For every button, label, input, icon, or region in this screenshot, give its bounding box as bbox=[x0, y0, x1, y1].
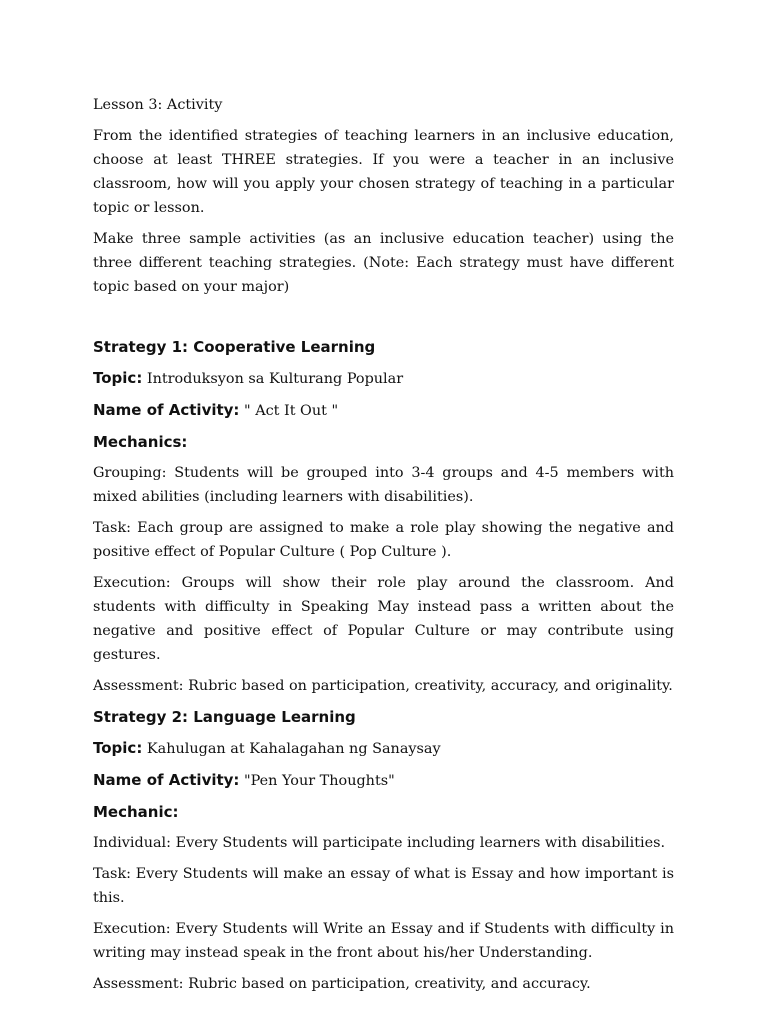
activity-label: Name of Activity: bbox=[93, 771, 240, 789]
strategy-2-assessment: Assessment: Rubric based on participation, creativity, and accuracy. bbox=[93, 976, 591, 992]
strategy-1-task: Task: Each group are assigned to make a role play showing the negative and positive effect of Popular Culture ( Pop Culture ). bbox=[93, 520, 674, 560]
strategy-2-execution: Execution: Every Students will Write an Essay and if Students with difficulty in writing may instead speak in the front about his/her Understanding. bbox=[93, 921, 674, 961]
topic-label: Topic: bbox=[93, 369, 143, 387]
strategy-2-heading: Strategy 2: Language Learning bbox=[93, 708, 356, 726]
topic-value: Kahulugan at Kahalagahan ng Sanaysay bbox=[146, 741, 441, 757]
strategy-1-topic bbox=[93, 366, 674, 391]
intro-paragraph-1: From the identified strategies of teaching learners in an inclusive education, choose at least THREE strategies. If you were a teacher in an inclusive classroom, how will you apply your chosen strategy of teaching in a particular topic or lesson. bbox=[93, 128, 674, 216]
strategy-1-activity bbox=[93, 398, 674, 423]
topic-value: Introduksyon sa Kulturang Popular bbox=[146, 371, 404, 387]
strategy-2-activity bbox=[93, 768, 674, 793]
lesson-title: Lesson 3: Activity bbox=[93, 97, 223, 113]
strategy-1-assessment: Assessment: Rubric based on participation, creativity, accuracy, and originality. bbox=[93, 678, 673, 694]
topic-label: Topic: bbox=[93, 739, 143, 757]
strategy-1-mechanics-heading: Mechanics: bbox=[93, 433, 188, 451]
strategy-1-execution: Execution: Groups will show their role play around the classroom. And students with difficulty in Speaking May instead pass a written about the negative and positive effect of Popular Culture or may contribute using gestures. bbox=[93, 575, 674, 663]
document-body bbox=[93, 93, 674, 1003]
activity-value: " Act It Out " bbox=[244, 403, 339, 419]
strategy-2-individual: Individual: Every Students will participate including learners with disabilities. bbox=[93, 835, 666, 851]
strategy-1-heading: Strategy 1: Cooperative Learning bbox=[93, 338, 376, 356]
intro-paragraph-2: Make three sample activities (as an inclusive education teacher) using the three different teaching strategies. (Note: Each strategy must have different topic based on your major) bbox=[93, 231, 674, 295]
strategy-2-task: Task: Every Students will make an essay of what is Essay and how important is this. bbox=[93, 866, 674, 906]
activity-value: "Pen Your Thoughts" bbox=[244, 773, 395, 789]
activity-label: Name of Activity: bbox=[93, 401, 240, 419]
strategy-1-grouping: Grouping: Students will be grouped into 3-4 groups and 4-5 members with mixed abilities (including learners with disabilities). bbox=[93, 465, 674, 505]
strategy-2-topic bbox=[93, 736, 674, 761]
strategy-2-mechanics-heading: Mechanic: bbox=[93, 803, 179, 821]
section-spacer bbox=[93, 299, 674, 335]
